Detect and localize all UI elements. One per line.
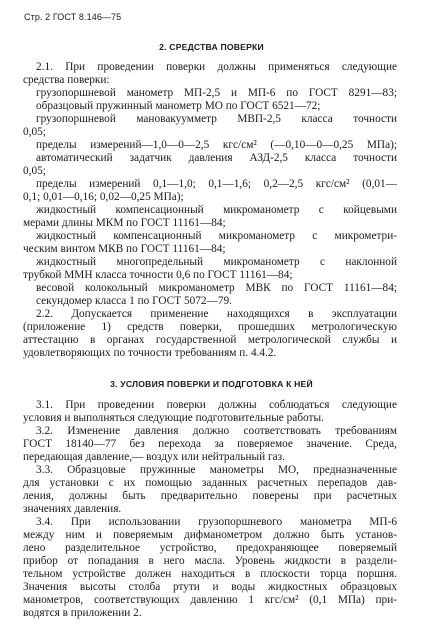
s2-line-10: пределы измерений 0,1—1,0; 0,1—1,6; 0,2—2,5 кгс/см² (0,01— [36, 178, 397, 190]
s3-line-14: тельном устройстве должен находиться в плоскости торца поршня. [23, 568, 397, 580]
s2-line-22: аттестацию в органах государственной метрологической службы и [23, 334, 397, 346]
s2-line-18: весовой колокольный микроманометр МВК по ГОСТ 11161—84; [36, 282, 397, 294]
s2-line-11: 0,1; 0,01—0,16; 0,02—0,25 МПа); [23, 191, 184, 203]
s3-line-11: между ним и поверяемым дифманометром должно быть установ- [23, 529, 397, 541]
s3-line-1: 3.1. При проведении поверки должны соблюдаться следующие [36, 399, 397, 411]
s3-line-2: условия и выполняться следующие подготовительные работы. [23, 412, 324, 424]
s2-line-2: средства поверки: [23, 74, 110, 86]
s3-line-6: 3.3. Образцовые пружинные манометры МО, предназначенные [36, 464, 397, 476]
running-header: Стр. 2 ГОСТ 8.146—75 [24, 12, 122, 22]
s2-line-3: грузопоршневой манометр МП-2,5 и МП-6 по ГОСТ 8291—83; [36, 87, 397, 99]
s2-line-5: грузопоршневой мановакуумметр МВП-2,5 класса точности [36, 113, 397, 125]
s3-line-10: 3.4. При использовании грузопоршневого манометра МП-6 [36, 516, 397, 528]
s3-line-16: манометров, соответствующих давлению 1 кгс/см² (0,1 МПа) при- [23, 594, 397, 606]
section-2-title: 2. СРЕДСТВА ПОВЕРКИ [159, 42, 264, 52]
s2-line-19: секундомер класса 1 по ГОСТ 5072—79. [36, 295, 232, 307]
s3-line-9: значениях давления. [23, 503, 122, 515]
section-3-title: 3. УСЛОВИЯ ПОВЕРКИ И ПОДГОТОВКА К НЕЙ [110, 379, 313, 389]
s3-line-4: ГОСТ 18140—77 без перехода за поверяемое значение. Среда, [23, 438, 397, 450]
s2-line-7: пределы измерений—1,0—0—2,5 кгс/см² (—0,10—0—0,25 МПа); [36, 139, 397, 151]
s2-line-12: жидкостный компенсационный микроманометр с койцевыми [36, 204, 397, 216]
s3-line-15: Значения высоты столба ртути и воды жидкостных образцовых [23, 581, 397, 593]
s3-line-7: для установки с их помощью заданных расчетных перепадов дав- [23, 477, 397, 489]
s3-line-3: 3.2. Изменение давления должно соответствовать требованиям [36, 425, 397, 437]
s2-line-14: жидкостный компенсационный микроманометр с микрометри- [36, 230, 397, 242]
s2-line-16: жидкостный многопредельный микроманометр с наклонной [36, 256, 397, 268]
s2-line-4: образцовый пружинный манометр МО по ГОСТ 6521—72; [36, 100, 321, 112]
s3-line-13: прибор от попадания в него масла. Уровень жидкости в раздели- [23, 555, 397, 567]
s3-line-12: лено разделительное устройство, предохраняющее поверяемый [23, 542, 397, 554]
s2-line-23: удовлетворяющих по точности требованиям п. 4.4.2. [23, 347, 277, 359]
s2-line-9: 0,05; [23, 165, 46, 177]
s2-line-21: (приложение 1) средств поверки, прошедших метрологическую [23, 321, 397, 333]
s2-line-1: 2.1. При проведении поверки должны применяться следующие [36, 61, 397, 73]
s2-line-6: 0,05; [23, 126, 46, 138]
s2-line-17: трубкой ММН класса точности 0,6 по ГОСТ 11161—84; [23, 269, 293, 281]
s2-line-13: мерами длины МКМ по ГОСТ 11161—84; [23, 217, 226, 229]
s2-line-20: 2.2. Допускается применение находящихся в эксплуатации [36, 308, 397, 320]
s3-line-5: передающая давление,— воздух или нейтральный газ. [23, 451, 285, 463]
s3-line-17: водятся в приложении 2. [23, 607, 142, 619]
s2-line-8: автоматический задатчик давления АЗД-2,5 класса точности [36, 152, 397, 164]
s2-line-15: ческим винтом МКВ по ГОСТ 11161—84; [23, 243, 226, 255]
s3-line-8: ления, должны быть предварительно поверены при расчетных [23, 490, 397, 502]
